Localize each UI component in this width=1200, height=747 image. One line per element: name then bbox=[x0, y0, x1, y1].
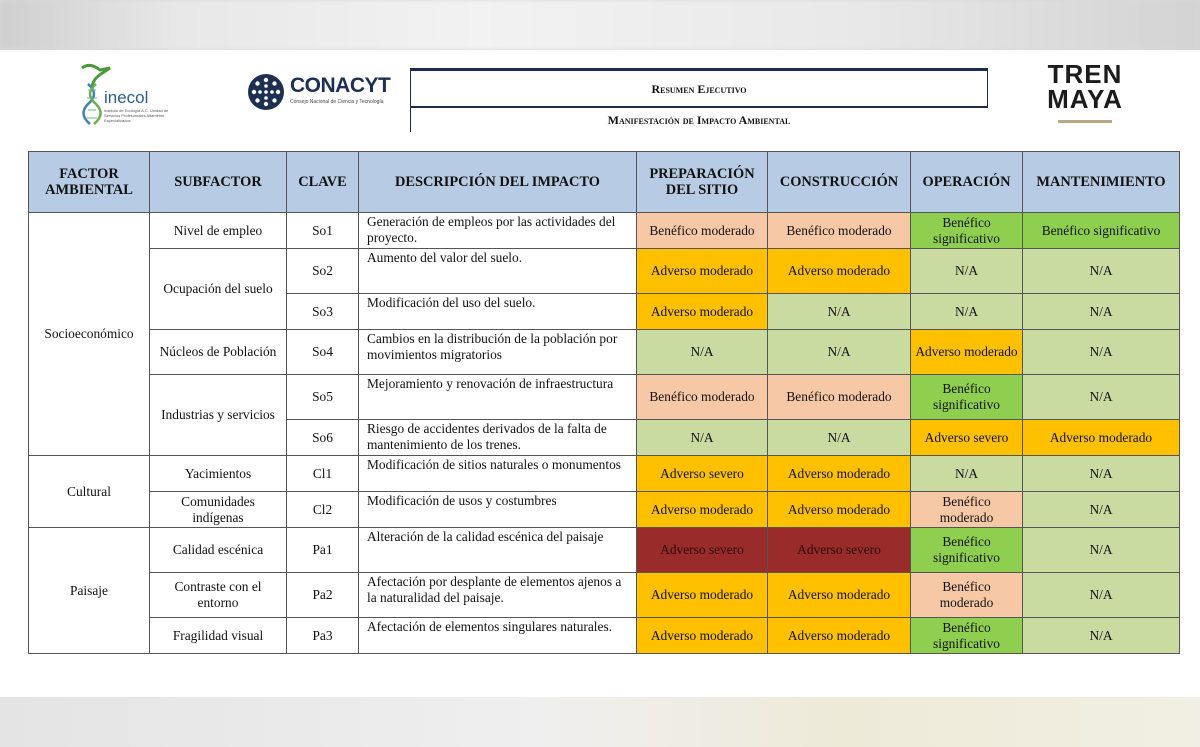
clave-cell: Pa3 bbox=[287, 618, 359, 654]
description-cell: Afectación por desplante de elementos ajenos a la naturalidad del paisaje. bbox=[359, 573, 637, 618]
clave-cell: So5 bbox=[287, 375, 359, 420]
subfactor-cell: Nivel de empleo bbox=[150, 213, 287, 249]
subfactor-cell: Yacimientos bbox=[150, 456, 287, 492]
description-cell: Modificación de usos y costumbres bbox=[359, 492, 637, 528]
blurred-background-top bbox=[0, 0, 1200, 50]
description-cell: Mejoramiento y renovación de infraestructura bbox=[359, 375, 637, 420]
header-mantenimiento: MANTENIMIENTO bbox=[1023, 152, 1180, 213]
description-cell: Cambios en la distribución de la población por movimientos migratorios bbox=[359, 330, 637, 375]
table-row bbox=[29, 375, 1180, 420]
tren-maya-line2: MAYA bbox=[1047, 84, 1123, 114]
table-row bbox=[29, 528, 1180, 573]
operacion-cell: Benéfico significativo bbox=[911, 375, 1023, 420]
factor-cell: Cultural bbox=[29, 456, 150, 528]
construccion-cell: Adverso moderado bbox=[768, 456, 911, 492]
mantenimiento-cell: N/A bbox=[1023, 456, 1180, 492]
table-row bbox=[29, 213, 1180, 249]
conacyt-logo bbox=[246, 68, 396, 118]
document-page bbox=[0, 50, 1200, 697]
preparacion-cell: Adverso moderado bbox=[637, 573, 768, 618]
description-cell: Generación de empleos por las actividades del proyecto. bbox=[359, 213, 637, 249]
construccion-cell: Adverso moderado bbox=[768, 249, 911, 294]
header-construccion: CONSTRUCCIÓN bbox=[768, 152, 911, 213]
mantenimiento-cell: N/A bbox=[1023, 528, 1180, 573]
preparacion-cell: Adverso moderado bbox=[637, 618, 768, 654]
clave-cell: So4 bbox=[287, 330, 359, 375]
header-descripcion: DESCRIPCIÓN DEL IMPACTO bbox=[359, 152, 637, 213]
mantenimiento-cell: N/A bbox=[1023, 294, 1180, 330]
operacion-cell: Benéfico significativo bbox=[911, 213, 1023, 249]
preparacion-cell: Benéfico moderado bbox=[637, 375, 768, 420]
table-row bbox=[29, 618, 1180, 654]
description-cell: Afectación de elementos singulares naturales. bbox=[359, 618, 637, 654]
subfactor-cell: Industrias y servicios bbox=[150, 375, 287, 456]
preparacion-cell: Adverso moderado bbox=[637, 492, 768, 528]
description-cell: Modificación del uso del suelo. bbox=[359, 294, 637, 330]
subfactor-cell: Fragilidad visual bbox=[150, 618, 287, 654]
factor-cell: Paisaje bbox=[29, 528, 150, 654]
mantenimiento-cell: Benéfico significativo bbox=[1023, 213, 1180, 249]
construccion-cell: Adverso moderado bbox=[768, 492, 911, 528]
title-middle-rule bbox=[410, 106, 988, 108]
document-title-box bbox=[410, 68, 988, 132]
operacion-cell: N/A bbox=[911, 456, 1023, 492]
preparacion-cell: Adverso severo bbox=[637, 528, 768, 573]
mantenimiento-cell: N/A bbox=[1023, 249, 1180, 294]
impact-table bbox=[28, 151, 1180, 654]
tren-maya-logo bbox=[1030, 59, 1140, 132]
operacion-cell: Adverso moderado bbox=[911, 330, 1023, 375]
table-header-row bbox=[29, 152, 1180, 213]
description-cell: Riesgo de accidentes derivados de la falta de mantenimiento de los trenes. bbox=[359, 420, 637, 456]
description-cell: Modificación de sitios naturales o monumentos bbox=[359, 456, 637, 492]
table-row bbox=[29, 249, 1180, 294]
header-preparacion: PREPARACIÓN DEL SITIO bbox=[637, 152, 768, 213]
table-row bbox=[29, 573, 1180, 618]
description-cell: Alteración de la calidad escénica del paisaje bbox=[359, 528, 637, 573]
clave-cell: Pa1 bbox=[287, 528, 359, 573]
clave-cell: So3 bbox=[287, 294, 359, 330]
title-resumen-ejecutivo: Resumen Ejecutivo bbox=[651, 82, 747, 96]
conacyt-subtitle: Consejo Nacional de Ciencia y Tecnología bbox=[290, 99, 384, 105]
subfactor-cell: Calidad escénica bbox=[150, 528, 287, 573]
preparacion-cell: Adverso moderado bbox=[637, 294, 768, 330]
mantenimiento-cell: N/A bbox=[1023, 375, 1180, 420]
tren-maya-line1: TREN bbox=[1047, 59, 1123, 89]
conacyt-emblem-icon bbox=[246, 72, 286, 112]
mantenimiento-cell: N/A bbox=[1023, 573, 1180, 618]
preparacion-cell: Benéfico moderado bbox=[637, 213, 768, 249]
inecol-logo bbox=[74, 60, 184, 130]
header-operacion: OPERACIÓN bbox=[911, 152, 1023, 213]
header-factor: FACTOR AMBIENTAL bbox=[29, 152, 150, 213]
clave-cell: So2 bbox=[287, 249, 359, 294]
title-top-rule bbox=[410, 68, 988, 71]
clave-cell: So6 bbox=[287, 420, 359, 456]
construccion-cell: Benéfico moderado bbox=[768, 375, 911, 420]
tren-maya-underline bbox=[1058, 120, 1112, 123]
clave-cell: Cl1 bbox=[287, 456, 359, 492]
table-row bbox=[29, 456, 1180, 492]
description-cell: Aumento del valor del suelo. bbox=[359, 249, 637, 294]
subfactor-cell: Comunidades indígenas bbox=[150, 492, 287, 528]
subfactor-cell: Contraste con el entorno bbox=[150, 573, 287, 618]
document-header bbox=[0, 50, 1200, 140]
subfactor-cell: Núcleos de Población bbox=[150, 330, 287, 375]
operacion-cell: N/A bbox=[911, 294, 1023, 330]
clave-cell: So1 bbox=[287, 213, 359, 249]
preparacion-cell: Adverso severo bbox=[637, 456, 768, 492]
operacion-cell: Benéfico significativo bbox=[911, 528, 1023, 573]
operacion-cell: N/A bbox=[911, 249, 1023, 294]
header-clave: CLAVE bbox=[287, 152, 359, 213]
title-manifestacion: Manifestación de Impacto Ambiental bbox=[607, 113, 791, 127]
clave-cell: Pa2 bbox=[287, 573, 359, 618]
construccion-cell: N/A bbox=[768, 294, 911, 330]
operacion-cell: Benéfico moderado bbox=[911, 573, 1023, 618]
subfactor-cell: Ocupación del suelo bbox=[150, 249, 287, 330]
preparacion-cell: Adverso moderado bbox=[637, 249, 768, 294]
construccion-cell: N/A bbox=[768, 330, 911, 375]
mantenimiento-cell: N/A bbox=[1023, 492, 1180, 528]
preparacion-cell: N/A bbox=[637, 420, 768, 456]
operacion-cell: Adverso severo bbox=[911, 420, 1023, 456]
operacion-cell: Benéfico significativo bbox=[911, 618, 1023, 654]
construccion-cell: Adverso moderado bbox=[768, 618, 911, 654]
construccion-cell: N/A bbox=[768, 420, 911, 456]
conacyt-name: CONACYT bbox=[290, 74, 391, 97]
blurred-background-bottom bbox=[0, 697, 1200, 747]
table-row bbox=[29, 492, 1180, 528]
mantenimiento-cell: N/A bbox=[1023, 618, 1180, 654]
inecol-name: inecol bbox=[104, 88, 149, 107]
preparacion-cell: N/A bbox=[637, 330, 768, 375]
table-row bbox=[29, 330, 1180, 375]
operacion-cell: Benéfico moderado bbox=[911, 492, 1023, 528]
mantenimiento-cell: N/A bbox=[1023, 330, 1180, 375]
clave-cell: Cl2 bbox=[287, 492, 359, 528]
inecol-subtitle: Instituto de Ecología A.C. Unidad de Servicios Profesionales Altamente Especializados bbox=[104, 108, 169, 123]
construccion-cell: Adverso severo bbox=[768, 528, 911, 573]
header-subfactor: SUBFACTOR bbox=[150, 152, 287, 213]
construccion-cell: Adverso moderado bbox=[768, 573, 911, 618]
construccion-cell: Benéfico moderado bbox=[768, 213, 911, 249]
factor-cell: Socioeconómico bbox=[29, 213, 150, 456]
mantenimiento-cell: Adverso moderado bbox=[1023, 420, 1180, 456]
